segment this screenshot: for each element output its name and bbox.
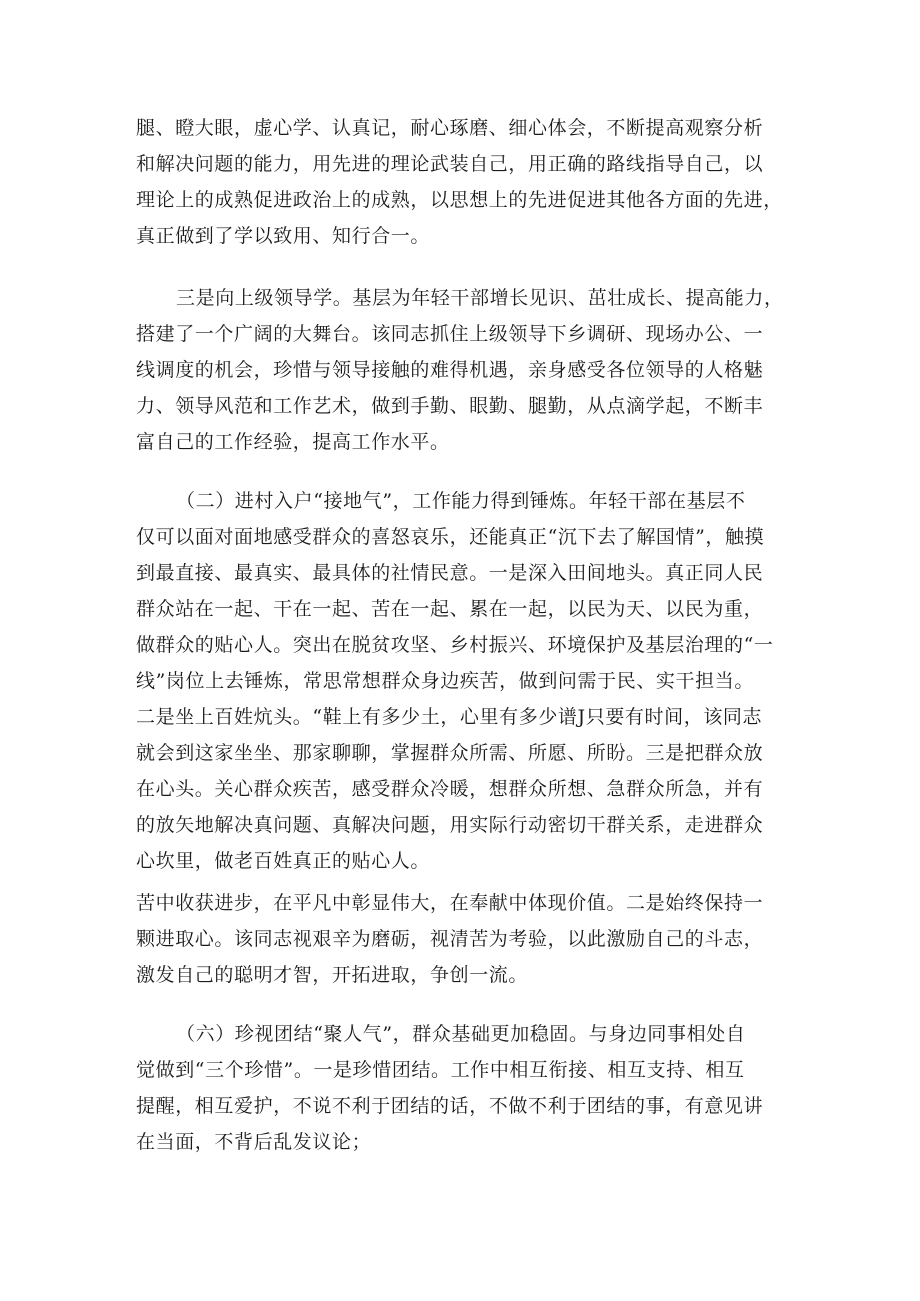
text-line: 颗进取心。该同志视艰辛为磨砺，视清苦为考验，以此激励自己的斗志， (136, 928, 764, 950)
paragraph-2 (136, 280, 796, 460)
text-line: 线”岗位上去锤炼，常思常想群众身边疾苦，做到问需于民、实干担当。 (136, 670, 754, 692)
text-line: 仅可以面对面地感受群众的喜怒哀乐，还能真正“沉下去了解国情”，触摸 (136, 526, 765, 548)
text-line: 的放矢地解决真问题、真解决问题，用实际行动密切干群关系，走进群众 (136, 814, 764, 836)
paragraph-4 (136, 885, 796, 993)
text-line: 做群众的贴心人。突出在脱贫攻坚、乡村振兴、环境保护及基层治理的“一 (136, 634, 774, 656)
text-line: 搭建了一个广阔的大舞台。该同志抓住上级领导下乡调研、现场办公、一 (136, 323, 764, 345)
text-line: （六）珍视团结“聚人气”，群众基础更加稳固。与身边同事相处自 (176, 1023, 746, 1045)
text-line: 激发自己的聪明才智，开拓进取，争创一流。 (136, 964, 529, 986)
text-line: 心坎里，做老百姓真正的贴心人。 (136, 850, 431, 872)
text-line: 线调度的机会，珍惜与领导接触的难得机遇，亲身感受各位领导的人格魅 (136, 359, 764, 381)
text-line: 富自己的工作经验，提高工作水平。 (136, 431, 450, 453)
paragraph-1 (136, 110, 796, 254)
text-line: 和解决问题的能力，用先进的理论武装自己，用正确的路线指导自己，以 (136, 153, 764, 175)
paragraph-3 (136, 483, 796, 879)
text-line: 苦中收获进步，在平凡中彰显伟大，在奉献中体现价值。二是始终保持一 (136, 892, 764, 914)
text-line: 觉做到“三个珍惜”。一是珍惜团结。工作中相互衔接、相互支持、相互 (136, 1059, 745, 1081)
text-line: 二是坐上百姓炕头。“鞋上有多少土，心里有多少谱J只要有时间，该同志 (136, 706, 763, 728)
text-line: 在当面，不背后乱发议论； (136, 1131, 372, 1153)
paragraph-5 (136, 1016, 796, 1160)
text-line: （二）进村入户“接地气”，工作能力得到锤炼。年轻干部在基层不 (176, 490, 746, 512)
text-line: 三是向上级领导学。基层为年轻干部增长见识、茁壮成长、提高能力， (176, 287, 784, 309)
text-line: 就会到这家坐坐、那家聊聊，掌握群众所需、所愿、所盼。三是把群众放 (136, 742, 764, 764)
text-line: 理论上的成熟促进政治上的成熟，以思想上的先进促进其他各方面的先进， (136, 189, 783, 211)
text-line: 提醒，相互爱护，不说不利于团结的话，不做不利于团结的事，有意见讲 (136, 1095, 764, 1117)
text-line: 力、领导风范和工作艺术，做到手勤、眼勤、腿勤，从点滴学起，不断丰 (136, 395, 764, 417)
text-line: 腿、瞪大眼，虚心学、认真记，耐心琢磨、细心体会，不断提高观察分析 (136, 117, 764, 139)
text-line: 群众站在一起、干在一起、苦在一起、累在一起，以民为天、以民为重， (136, 598, 764, 620)
text-line: 到最直接、最真实、最具体的社情民意。一是深入田间地头。真正同人民 (136, 562, 764, 584)
text-line: 真正做到了学以致用、知行合一。 (136, 225, 431, 247)
text-line: 在心头。关心群众疾苦，感受群众冷暖，想群众所想、急群众所急，并有 (136, 778, 764, 800)
